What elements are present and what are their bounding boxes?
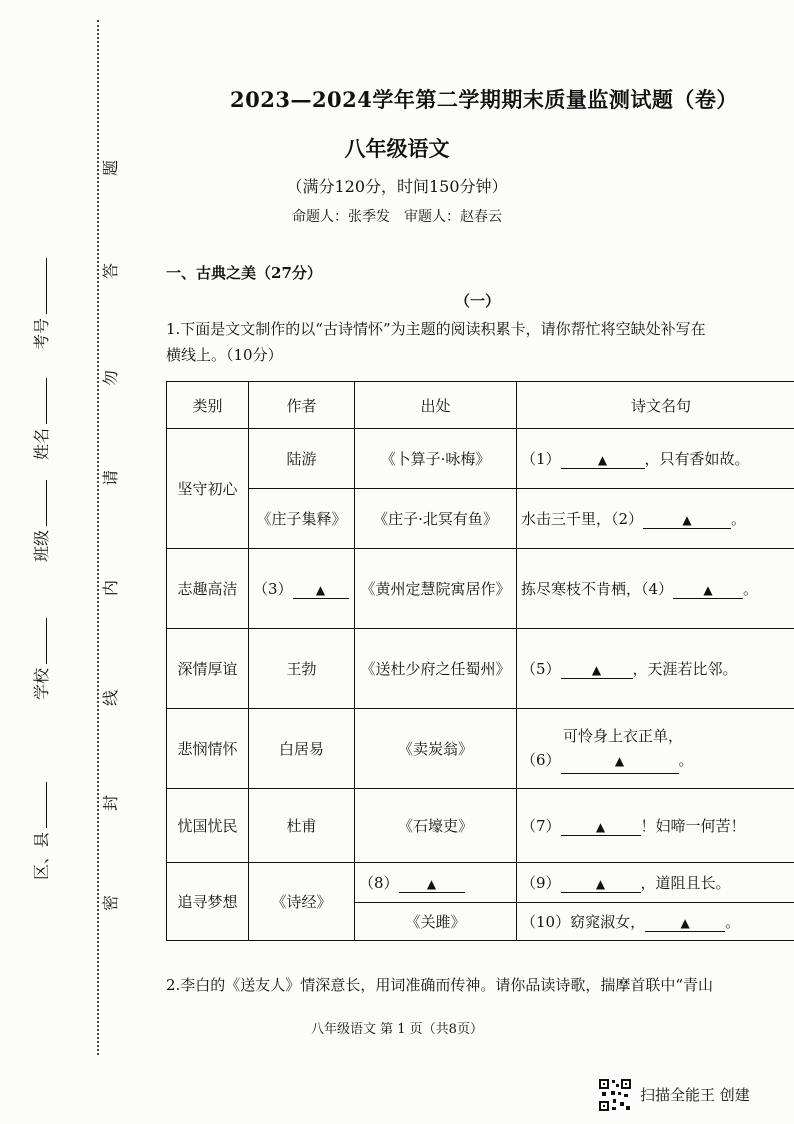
watermark-text: 扫描全能王 创建	[640, 1086, 750, 1104]
verse-suffix: 。	[743, 580, 759, 598]
author-cell: 陆游	[249, 429, 355, 489]
verse-prefix: （9）	[521, 874, 561, 892]
binding-field-blank[interactable]	[46, 378, 47, 424]
verse-suffix: ，只有香如故。	[644, 450, 750, 468]
category-cell: 悲悯情怀	[167, 709, 249, 789]
verse-cell	[517, 709, 794, 789]
seal-char: 线	[101, 689, 121, 707]
source-cell: 《送杜少府之任蜀州》	[355, 629, 517, 709]
verse-line1: 可怜身上衣正单，	[563, 726, 684, 745]
source-prefix: （8）	[359, 874, 399, 892]
verse-suffix: ，天涯若比邻。	[632, 660, 738, 678]
blank-mark: ▲	[680, 916, 690, 930]
table-row	[167, 489, 794, 549]
verse-cell	[517, 429, 794, 489]
exam-authors: 命题人：张季发 审题人：赵春云	[292, 209, 502, 225]
section-title: 一、古典之美（27分）	[166, 264, 322, 282]
binding-field-label: 学校	[32, 667, 51, 700]
seal-char: 答	[101, 262, 121, 280]
header-author: 作者	[249, 382, 355, 429]
binding-field	[34, 258, 50, 350]
binding-field-blank[interactable]	[46, 618, 47, 664]
verse-suffix: 。	[725, 913, 741, 931]
blank-mark: ▲	[426, 877, 437, 891]
question-1-line2: 横线上。（10分）	[166, 346, 283, 364]
answer-blank-2[interactable]	[643, 510, 731, 529]
blank-mark: ▲	[682, 513, 692, 527]
blank-mark: ▲	[703, 583, 713, 597]
table-row	[167, 629, 794, 709]
blank-mark: ▲	[315, 583, 326, 597]
answer-blank-5[interactable]	[561, 660, 633, 679]
table-row	[167, 549, 794, 629]
reading-card-table	[166, 381, 794, 941]
blank-mark: ▲	[597, 453, 608, 467]
answer-blank-6[interactable]	[561, 748, 679, 774]
verse-prefix: （6）	[521, 750, 561, 769]
binding-field	[34, 480, 50, 562]
verse-suffix: ，道阻且长。	[640, 874, 731, 892]
category-cell: 志趣高洁	[167, 549, 249, 629]
part-heading: （一）	[455, 292, 501, 310]
binding-field-blank[interactable]	[46, 782, 47, 828]
source-cell: 《卖炭翁》	[355, 709, 517, 789]
seal-char: 内	[101, 579, 121, 597]
verse-prefix: （10）窈窕淑女，	[521, 913, 646, 931]
answer-blank-1[interactable]	[561, 450, 645, 469]
binding-field	[34, 378, 50, 460]
author-cell: 《庄子集释》	[249, 489, 355, 549]
verse-prefix: （5）	[521, 660, 561, 678]
binding-field-label: 考号	[32, 317, 51, 350]
verse-suffix: 。	[731, 510, 747, 528]
binding-field	[34, 618, 50, 700]
exam-info: （满分120分，时间150分钟）	[286, 177, 508, 196]
table-header-row	[167, 382, 794, 429]
category-cell: 深情厚谊	[167, 629, 249, 709]
exam-subject: 八年级语文	[344, 136, 450, 161]
answer-blank-9[interactable]	[561, 874, 641, 893]
binding-field-blank[interactable]	[46, 258, 47, 314]
blank-mark: ▲	[614, 753, 625, 768]
answer-blank-3[interactable]	[293, 580, 349, 599]
answer-blank-8[interactable]	[399, 874, 465, 893]
author-cell: 《诗经》	[249, 863, 355, 941]
verse-prefix: （7）	[521, 817, 561, 835]
binding-field-label: 班级	[32, 529, 51, 562]
category-cell: 追寻梦想	[167, 863, 249, 941]
answer-blank-7[interactable]	[561, 817, 641, 836]
verse-prefix: （1）	[521, 450, 561, 468]
header-category: 类别	[167, 382, 249, 429]
seal-char: 勿	[101, 369, 121, 387]
page-footer: 八年级语文 第 1 页（共8页）	[311, 1022, 483, 1037]
author-prefix: （3）	[253, 580, 293, 598]
seal-char: 密	[101, 894, 121, 912]
verse-prefix: 拣尽寒枝不肯栖，（4）	[521, 580, 674, 598]
question-2: 2.李白的《送友人》情深意长，用词准确而传神。请你品读诗歌，揣摩首联中“青山	[166, 976, 713, 994]
header-source: 出处	[355, 382, 517, 429]
source-cell	[355, 863, 517, 903]
verse-cell	[517, 549, 794, 629]
answer-blank-4[interactable]	[673, 580, 743, 599]
author-cell: 王勃	[249, 629, 355, 709]
seal-char: 请	[101, 469, 121, 487]
verse-cell	[517, 903, 794, 941]
source-cell: 《黄州定慧院寓居作》	[355, 549, 517, 629]
qr-code-icon	[598, 1078, 632, 1112]
header-verse: 诗文名句	[517, 382, 794, 429]
binding-field-label: 姓名	[32, 427, 51, 460]
blank-mark: ▲	[595, 877, 606, 891]
seal-char: 封	[101, 794, 121, 812]
verse-cell	[517, 489, 794, 549]
answer-blank-10[interactable]	[645, 913, 725, 932]
author-cell	[249, 549, 355, 629]
verse-cell	[517, 629, 794, 709]
source-cell: 《庄子·北冥有鱼》	[355, 489, 517, 549]
table-row	[167, 429, 794, 489]
source-cell: 《卜算子·咏梅》	[355, 429, 517, 489]
category-cell: 坚守初心	[167, 429, 249, 549]
source-cell: 《石壕吏》	[355, 789, 517, 863]
binding-field	[34, 782, 50, 880]
table-row	[167, 789, 794, 863]
category-cell: 忧国忧民	[167, 789, 249, 863]
question-1-line1: 1.下面是文文制作的以“古诗情怀”为主题的阅读积累卡，请你帮忙将空缺处补写在	[166, 320, 706, 338]
author-cell: 白居易	[249, 709, 355, 789]
binding-field-blank[interactable]	[46, 480, 47, 526]
verse-prefix: 水击三千里，（2）	[521, 510, 644, 528]
blank-mark: ▲	[595, 820, 606, 834]
table-row	[167, 709, 794, 789]
blank-mark: ▲	[591, 663, 602, 677]
exam-title: 2023—2024学年第二学期期末质量监测试题（卷）	[230, 87, 738, 112]
author-cell: 杜甫	[249, 789, 355, 863]
verse-cell	[517, 789, 794, 863]
source-cell: 《关雎》	[355, 903, 517, 941]
verse-suffix: 。	[678, 750, 694, 769]
seal-char: 题	[101, 159, 121, 177]
table-row	[167, 863, 794, 903]
verse-suffix: ！妇啼一何苦！	[640, 817, 746, 835]
binding-field-label: 区、县	[32, 831, 51, 880]
verse-cell	[517, 863, 794, 903]
